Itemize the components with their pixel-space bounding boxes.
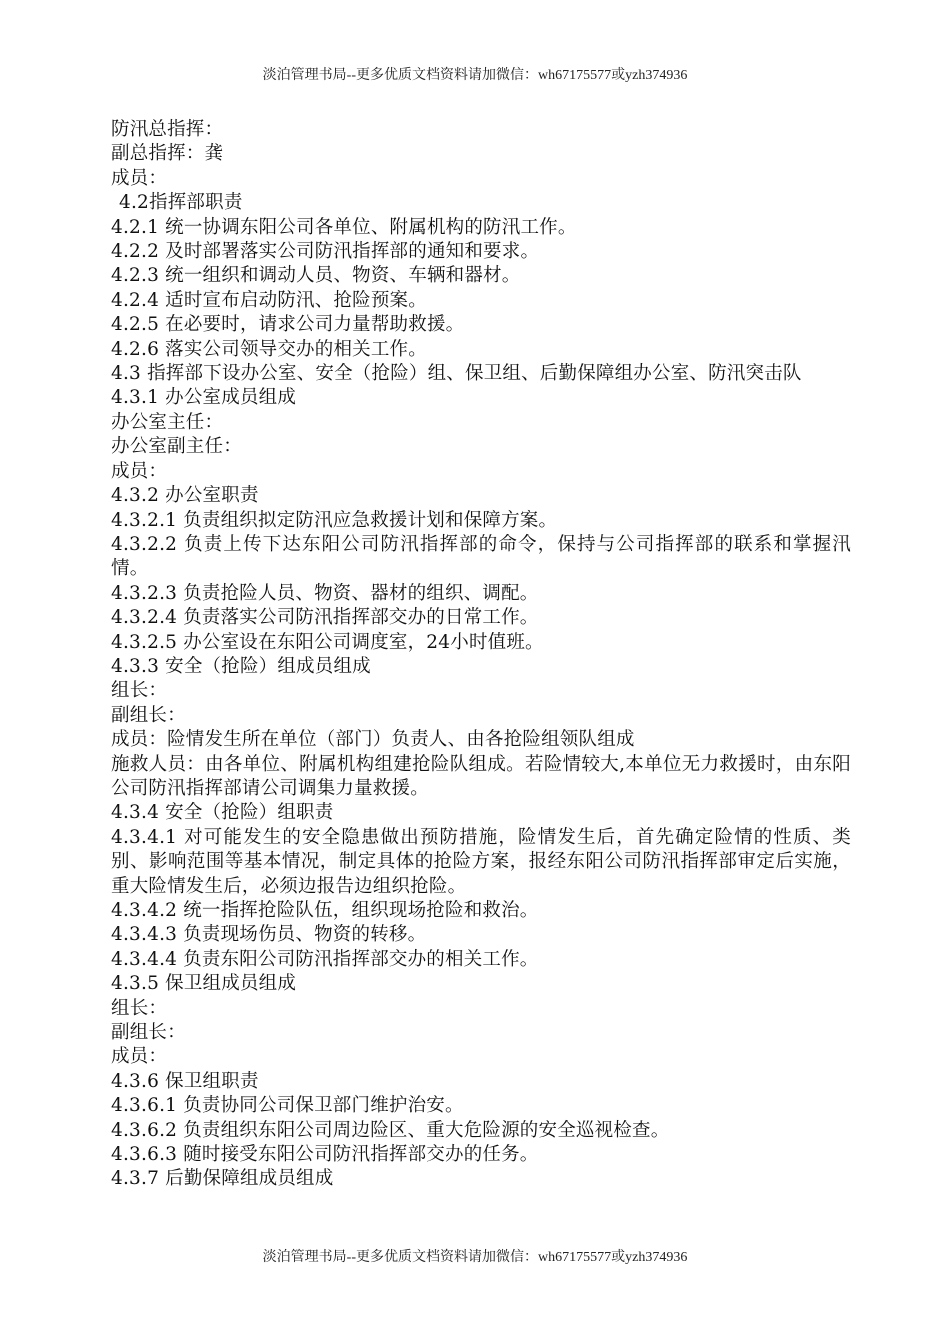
section-heading: 4.3.6 保卫组职责 [111,1070,259,1092]
text-line: 4.3.6.1 负责协同公司保卫部门维护治安。 [111,1095,464,1117]
page-header: 淡泊管理书局--更多优质文档资料请加微信：wh67175577或yzh374936 [262,68,688,83]
text-line: 4.2.6 落实公司领导交办的相关工作。 [111,338,427,360]
text-line: 4.3.2.4 负责落实公司防汛指挥部交办的日常工作。 [111,607,539,629]
text-line: 4.2.1 统一协调东阳公司各单位、附属机构的防汛工作。 [111,216,577,238]
section-heading: 4.3 指挥部下设办公室、安全（抢险）组、保卫组、后勤保障组办公室、防汛突击队 [111,363,802,385]
text-line: 4.3.4.1 对可能发生的安全隐患做出预防措施，险情发生后，首先确定险情的性质、类别、影响范围等基本情况，制定具体的抢险方案，报经东阳公司防汛指挥部审定后实施，重大险情发生后，必须边报告边组织抢险。 [111,826,851,897]
text-line: 4.3.6.2 负责组织东阳公司周边险区、重大危险源的安全巡视检查。 [111,1119,670,1141]
text-line: 组长： [111,680,168,702]
section-heading: 4.3.4 安全（抢险）组职责 [111,802,334,824]
text-line: 副组长： [111,1022,186,1044]
document-body [111,118,851,1192]
section-heading: 4.2指挥部职责 [119,192,243,214]
text-line: 4.3.2.2 负责上传下达东阳公司防汛指挥部的命令，保持与公司指挥部的联系和掌握汛情。 [111,533,851,580]
text-line: 4.3.6.3 随时接受东阳公司防汛指挥部交办的任务。 [111,1144,539,1166]
text-line: 副组长： [111,704,186,726]
text-line: 办公室主任： [111,411,224,433]
text-line: 副总指挥：龚 [111,143,224,165]
text-line: 防汛总指挥： [111,119,224,140]
text-line: 4.2.3 统一组织和调动人员、物资、车辆和器材。 [111,265,521,287]
text-line: 成员：险情发生所在单位（部门）负责人、由各抢险组领队组成 [111,729,635,751]
text-line: 办公室副主任： [111,436,242,458]
section-heading: 4.3.7 后勤保障组成员组成 [111,1168,334,1190]
page-footer: 淡泊管理书局--更多优质文档资料请加微信：wh67175577或yzh374936 [262,1250,688,1265]
text-line: 4.3.2.3 负责抢险人员、物资、器材的组织、调配。 [111,582,539,604]
section-heading: 4.3.2 办公室职责 [111,485,259,507]
section-heading: 4.3.3 安全（抢险）组成员组成 [111,655,371,677]
text-line: 4.2.2 及时部署落实公司防汛指挥部的通知和要求。 [111,241,540,263]
text-line: 4.3.4.4 负责东阳公司防汛指挥部交办的相关工作。 [111,948,539,970]
text-line: 施救人员：由各单位、附属机构组建抢险队组成。若险情较大,本单位无力救援时，由东阳公司防汛指挥部请公司调集力量救援。 [111,753,851,799]
text-line: 成员： [111,460,168,482]
text-line: 4.2.5 在必要时，请求公司力量帮助救援。 [111,314,465,336]
section-heading: 4.3.5 保卫组成员组成 [111,973,297,995]
section-heading: 4.3.1 办公室成员组成 [111,387,297,409]
text-line: 4.3.2.1 负责组织拟定防汛应急救援计划和保障方案。 [111,509,558,531]
text-line: 组长： [111,997,168,1019]
text-line: 4.3.4.3 负责现场伤员、物资的转移。 [111,924,427,946]
text-line: 成员： [111,167,168,189]
text-line: 4.2.4 适时宣布启动防汛、抢险预案。 [111,289,427,311]
text-line: 4.3.2.5 办公室设在东阳公司调度室，24小时值班。 [111,631,544,653]
text-line: 4.3.4.2 统一指挥抢险队伍，组织现场抢险和救治。 [111,900,539,921]
text-line: 成员： [111,1046,168,1068]
